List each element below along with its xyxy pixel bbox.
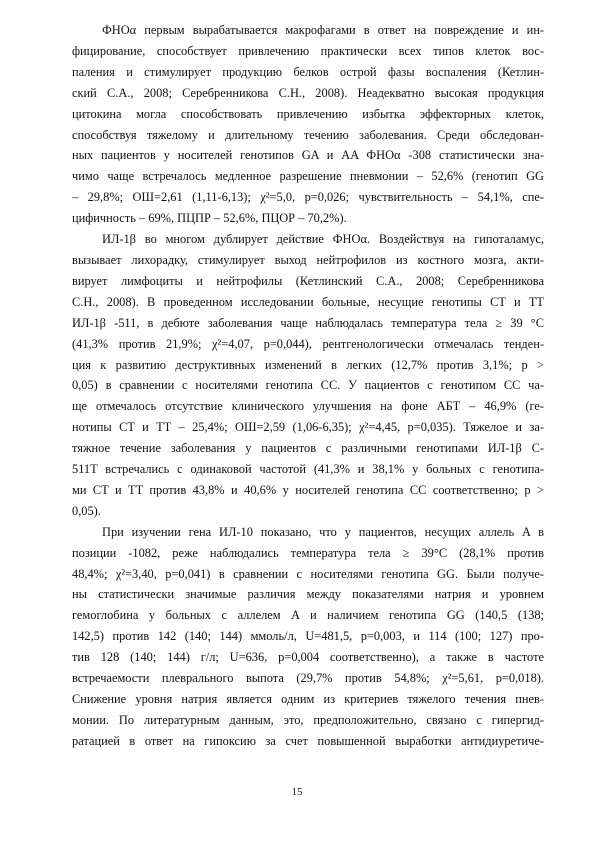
text-line: тив 128 (140; 144) г/л; U=636, p=0,004 соответственно), а также в частоте	[72, 650, 544, 665]
text-line: ны статистически значимые различия между показателями натрия и уровнем	[72, 587, 544, 602]
text-line: чимо чаще встречалось медленное разрешение пневмонии – 52,6% (генотип GG	[72, 169, 544, 184]
text-line: С.Н., 2008). В проведенном исследовании больные, несущие генотипы CT и TT	[72, 294, 544, 309]
text-line: ИЛ-1β во многом дублирует действие ФНОα. Воздействуя на гипоталамус,	[102, 232, 544, 247]
text-line: 48,4%; χ²=3,40, p=0,041) в сравнении с носителями генотипа GG. Были получе-	[72, 566, 544, 581]
text-line: ми CT и TT против 43,8% и 40,6% у носителей генотипа CC соответственно; p >	[72, 482, 544, 497]
text-line: ский С.А., 2008; Серебренникова С.Н., 2008). Неадекватно высокая продукция	[72, 85, 544, 100]
text-line: (41,3% против 21,9%; χ²=4,07, p=0,044), рентгенологически отмечалась тенден-	[72, 336, 544, 351]
text-line: При изучении гена ИЛ-10 показано, что у пациентов, несущих аллель A в	[102, 524, 544, 539]
text-line: 0,05) в сравнении с носителями генотипа CC. У пациентов с генотипом CC ча-	[72, 378, 544, 393]
text-line: ция к развитию деструктивных изменений в легких (12,7% против 3,1%; p >	[72, 357, 544, 372]
text-line: гемоглобина у больных с аллелем A и наличием генотипа GG (140,5 (138;	[72, 608, 544, 623]
text-line: ФНОα первым вырабатывается макрофагами в ответ на повреждение и ин-	[102, 23, 544, 37]
text-line: цифичность – 69%, ПЦПР – 52,6%, ПЦОР – 70,2%).	[72, 211, 347, 226]
text-line: позиции -1082, реже наблюдались температура тела ≥ 39°С (28,1% против	[72, 545, 544, 560]
text-line: Снижение уровня натрия является одним из критериев тяжелого течения пнев-	[72, 692, 544, 706]
text-line: нотипы CT и TT – 25,4%; ОШ=2,59 (1,06-6,35); χ²=4,45, p=0,035). Тяжелое и за-	[72, 420, 544, 435]
text-line: ратацией в ответ на гипоксию за счет повышенной выработки антидиуретиче-	[72, 733, 544, 748]
text-line: фицирование, способствует привлечению практически всех типов клеток вос-	[72, 43, 544, 58]
text-line: вирует лимфоциты и нейтрофилы (Кетлинский С.А., 2008; Серебренникова	[72, 273, 544, 288]
text-line: ИЛ-1β -511, в дебюте заболевания чаще наблюдалась температура тела ≥ 39 °С	[72, 315, 544, 330]
body-text	[72, 20, 544, 752]
text-line: 142,5) против 142 (140; 144) ммоль/л, U=481,5, p=0,003, и 114 (100; 127) про-	[72, 629, 544, 644]
text-line: встречаемости плеврального выпота (29,7% против 54,8%; χ²=5,61, p=0,018).	[72, 671, 544, 686]
text-line: 0,05).	[72, 503, 101, 518]
text-line: монии. По литературным данным, это, предположительно, связано с гипергид-	[72, 712, 544, 727]
text-line: тяжное течение заболевания у пациентов с различными генотипами ИЛ-1β С-	[72, 441, 544, 456]
text-line: ще отмечалось отсутствие клинического улучшения на фоне АБТ – 46,9% (ге-	[72, 399, 544, 414]
page-number: 15	[291, 786, 303, 798]
text-line: ных пациентов у носителей генотипов GA и AA ФНОα -308 статистически зна-	[72, 148, 544, 163]
text-line: 511T встречались с одинаковой частотой (41,3% и 38,1% у больных с генотипа-	[72, 462, 544, 477]
text-line: паления и стимулирует продукцию белков острой фазы воспаления (Кетлин-	[72, 64, 544, 79]
text-line: – 29,8%; ОШ=2,61 (1,11-6,13); χ²=5,0, p=0,026; чувствительность – 54,1%, спе-	[72, 190, 544, 205]
text-line: способствуя тяжелому и длительному течению заболевания. Среди обследован-	[72, 127, 544, 142]
text-line: вызывает лихорадку, стимулирует выход нейтрофилов из костного мозга, акти-	[72, 252, 544, 267]
text-line: цитокина могла способствовать привлечению избытка эффекторных клеток,	[72, 106, 544, 121]
